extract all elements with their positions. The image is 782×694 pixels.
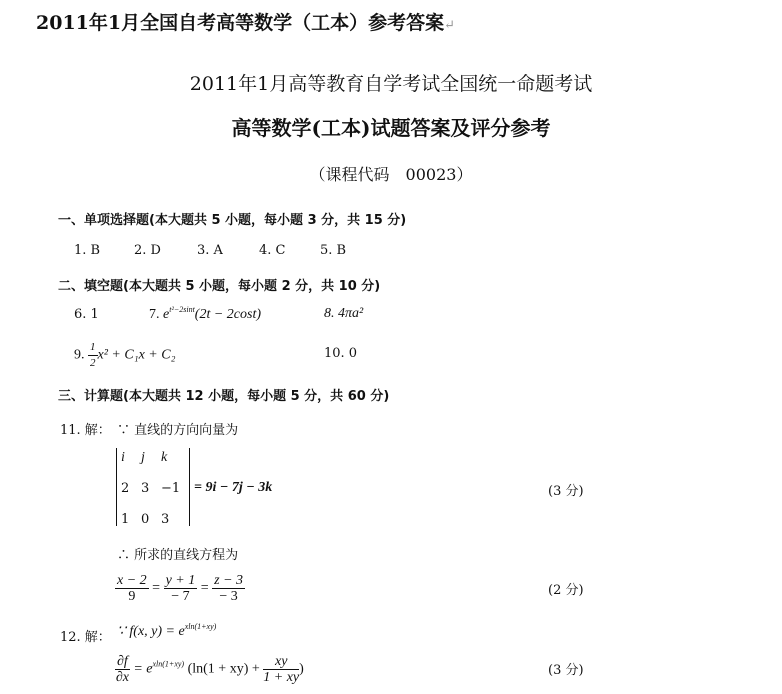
q11-line1: ∵ 直线的方向向量为 [117, 423, 239, 438]
det-cell: i [121, 450, 125, 465]
det-cell: 3 [141, 481, 150, 496]
course-code: （课程代码 00023） [309, 165, 473, 184]
answer-5: 5. B [320, 243, 347, 258]
q12-derivative: $\frac{\partial f}{\partial x}$ = $e^{xln(1+xy)}$ (ln(1 + xy) + $\frac{xy}{1 + xy}$ ) [115, 654, 304, 685]
det-cell: 3 [161, 512, 170, 527]
q11-label: 11. 解： [60, 423, 111, 438]
determinant-left-bar [116, 448, 117, 526]
answer-4: 4. C [259, 243, 286, 258]
paragraph-mark-icon: ↵ [444, 18, 456, 33]
det-cell: −1 [161, 481, 181, 496]
determinant-right-bar [189, 448, 190, 526]
score: (3 分) [548, 484, 584, 499]
score: (2 分) [548, 583, 584, 598]
det-cell: k [161, 450, 168, 465]
det-cell: 0 [141, 512, 150, 527]
answer-8: 8. 4πa² [324, 306, 364, 321]
section-3-title: 三、计算题(本大题共 12 小题，每小题 5 分，共 60 分) [58, 389, 390, 404]
q12-label: 12. 解： [60, 630, 111, 645]
answer-7: 7. $e^{t^2-2sint}(2t - 2\cos t)$ [149, 305, 262, 322]
score: (3 分) [548, 663, 584, 678]
det-cell: 2 [121, 481, 130, 496]
subject-title: 高等数学(工本)试题答案及评分参考 [231, 116, 551, 140]
exam-header: 2011年1月高等教育自学考试全国统一命题考试 [189, 73, 593, 95]
q11-line2: ∴ 所求的直线方程为 [117, 548, 239, 563]
answer-2: 2. D [134, 243, 161, 258]
answer-6: 6. 1 [74, 307, 99, 322]
page-title: 2011年1月全国自考高等数学（工本）参考答案↵ [36, 12, 456, 34]
answer-3: 3. A [197, 243, 223, 258]
det-result: = 9i − 7j − 3k [194, 480, 273, 495]
line-equation: $\frac{x - 2}{9}$ = $\frac{y + 1}{- 7}$ = $\frac{z - 3}{- 3}$ [117, 573, 244, 604]
answer-1: 1. B [74, 243, 101, 258]
answer-9: 9. $\frac{1}{2}$ x² + C₁x + C₂ [74, 341, 176, 369]
section-1-title: 一、单项选择题(本大题共 5 小题，每小题 3 分，共 15 分) [58, 213, 407, 228]
q12-line1: ∵ f(x, $y) = e^{xln(1+xy)}$ [117, 622, 217, 639]
answer-10: 10. 0 [324, 346, 358, 361]
det-cell: 1 [121, 512, 130, 527]
section-2-title: 二、填空题(本大题共 5 小题，每小题 2 分，共 10 分) [58, 279, 381, 294]
det-cell: j [141, 450, 145, 465]
